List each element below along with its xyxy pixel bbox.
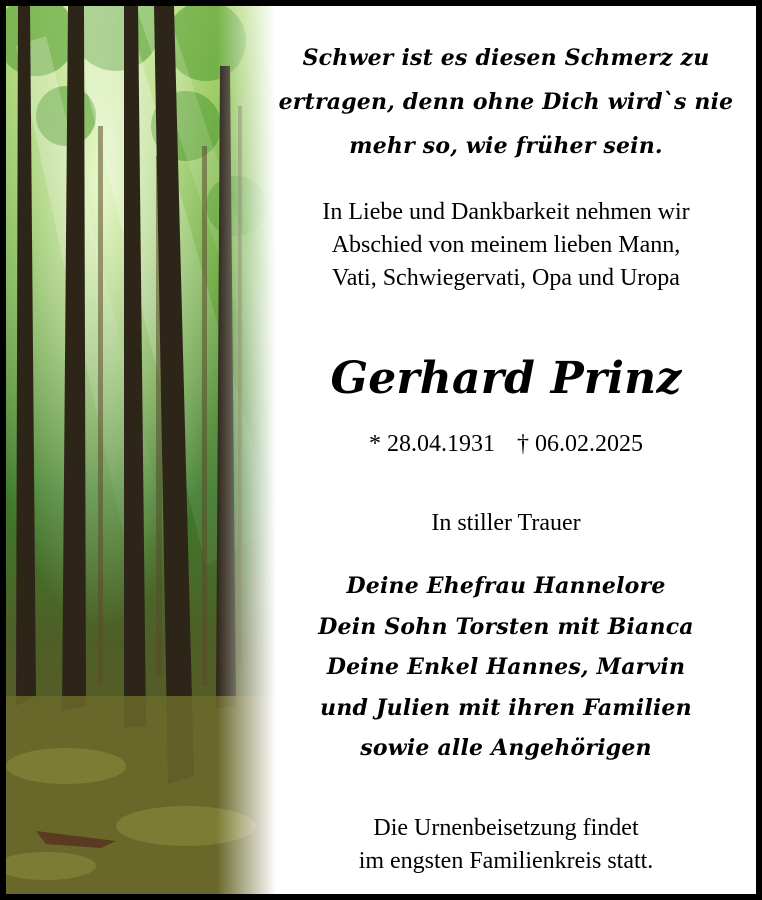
- burial-note: [256, 812, 756, 878]
- quote-line: ertragen, denn ohne Dich wird`s nie: [278, 89, 734, 115]
- deceased-name: Gerhard Prinz: [330, 353, 682, 404]
- note-line: im engsten Familienkreis statt.: [358, 848, 654, 874]
- birth-date: * 28.04.1931: [369, 431, 495, 457]
- family-line: und Julien mit ihren Familien: [320, 694, 692, 721]
- intro-line: In Liebe und Dankbarkeit nehmen wir: [322, 199, 690, 225]
- forest-sunbeams-image: [6, 6, 276, 894]
- intro-line: Abschied von meinem lieben Mann,: [331, 232, 681, 258]
- intro-line: Vati, Schwiegervati, Opa und Uropa: [332, 265, 680, 291]
- family-line: sowie alle Angehörigen: [360, 735, 652, 761]
- quote-line: Schwer ist es diesen Schmerz zu: [302, 45, 710, 71]
- mourning-heading: In stiller Trauer: [431, 510, 581, 536]
- family-line: Deine Ehefrau Hannelore: [346, 573, 666, 599]
- family-list: [256, 566, 756, 769]
- life-dates: [256, 428, 756, 460]
- death-date: † 06.02.2025: [517, 431, 643, 457]
- family-line: Deine Enkel Hannes, Marvin: [326, 654, 686, 680]
- obituary-text: [256, 6, 756, 894]
- family-line: Dein Sohn Torsten mit Bianca: [318, 613, 694, 640]
- condolence-quote: [256, 36, 756, 168]
- quote-line: mehr so, wie früher sein.: [349, 133, 663, 159]
- note-line: Die Urnenbeisetzung findet: [373, 815, 639, 841]
- farewell-intro: [256, 196, 756, 295]
